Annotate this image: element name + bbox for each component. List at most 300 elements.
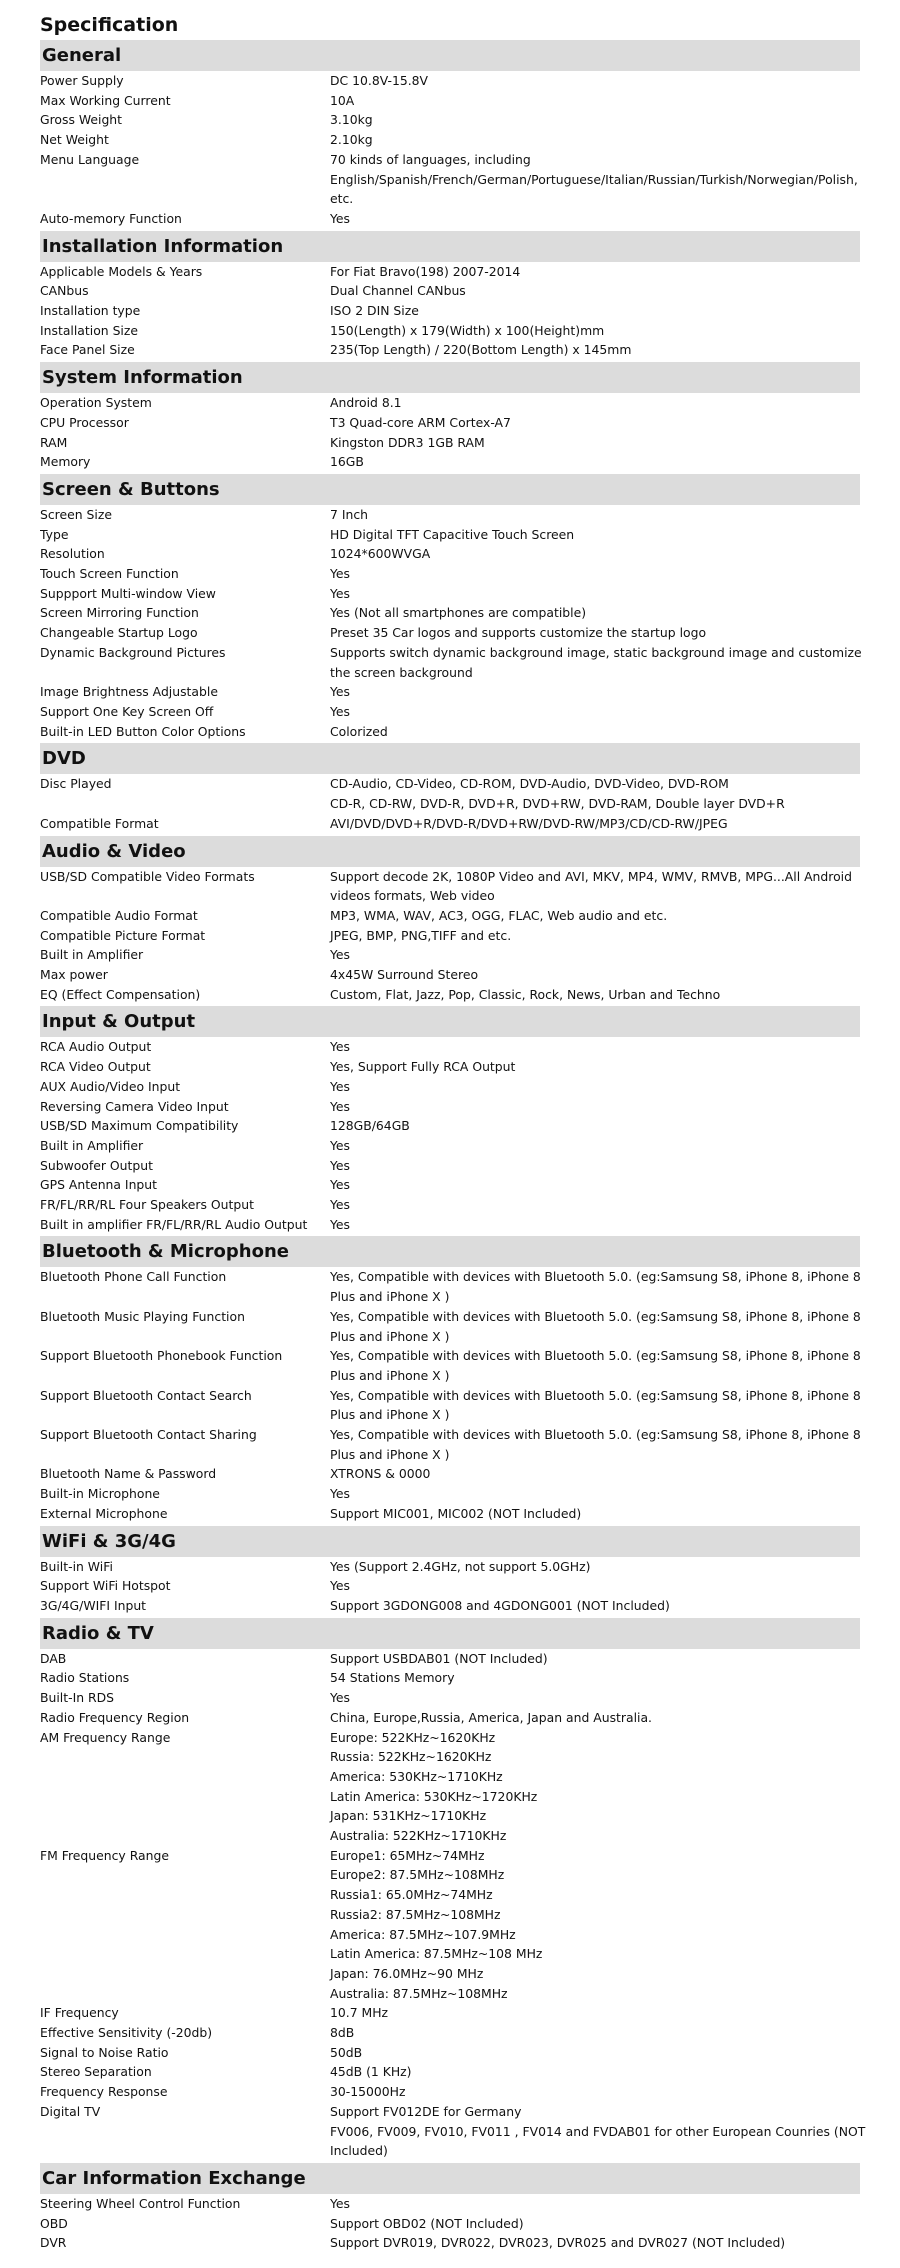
spec-value-line: 2.10kg: [330, 132, 373, 148]
spec-value-line: MP3, WMA, WAV, AC3, OGG, FLAC, Web audio and etc.: [330, 907, 668, 923]
spec-value-line: Yes: [330, 1578, 351, 1594]
spec-label: Image Brightness Adjustable: [40, 684, 218, 700]
spec-value-line: Yes, Compatible with devices with Bluetooth 5.0. (eg:Samsung S8, iPhone 8, iPhone 8: [330, 1308, 861, 1324]
spec-label: AM Frequency Range: [40, 1729, 171, 1745]
spec-row: [40, 1576, 860, 1596]
spec-value-line: Yes: [330, 566, 351, 582]
spec-value-line: Colorized: [330, 723, 388, 739]
spec-value-line: 50dB: [330, 2044, 363, 2060]
spec-row: [40, 1668, 860, 1688]
spec-value-line: DC 10.8V-15.8V: [330, 73, 429, 88]
spec-label: Frequency Response: [40, 2084, 168, 2100]
spec-label: Installation type: [40, 303, 141, 319]
spec-row: [40, 1156, 860, 1176]
spec-value-line: Yes: [330, 1039, 351, 1055]
spec-label: Installation Size: [40, 322, 138, 338]
spec-label: Auto-memory Function: [40, 210, 182, 226]
spec-value: [330, 1708, 860, 1728]
spec-value-line: 3.10kg: [330, 112, 373, 128]
spec-row: [40, 1596, 860, 1616]
spec-value: [330, 452, 860, 472]
spec-value: [330, 1156, 860, 1176]
spec-label: Screen Mirroring Function: [40, 605, 199, 621]
spec-row: [40, 2062, 860, 2082]
spec-value-line: Plus and iPhone X ): [330, 1446, 450, 1462]
spec-value: [330, 623, 860, 643]
spec-value: [330, 2233, 860, 2253]
spec-value: [330, 544, 860, 564]
spec-label: Screen Size: [40, 506, 112, 522]
spec-value: [330, 1386, 861, 1425]
spec-row: [40, 926, 860, 946]
spec-value-line: Support USBDAB01 (NOT Included): [330, 1650, 548, 1666]
spec-row: [40, 682, 860, 702]
spec-label: AUX Audio/Video Input: [40, 1078, 181, 1094]
spec-label: Support WiFi Hotspot: [40, 1578, 171, 1594]
spec-value-line: Yes: [330, 947, 351, 963]
spec-label: Net Weight: [40, 132, 109, 148]
spec-value: [330, 1057, 860, 1077]
spec-label: Built in amplifier FR/FL/RR/RL Audio Output: [40, 1216, 308, 1232]
section-header: Radio & TV: [40, 1618, 860, 1649]
spec-section: [40, 362, 860, 472]
spec-row: [40, 603, 860, 623]
spec-label: Bluetooth Phone Call Function: [40, 1269, 227, 1285]
spec-row: [40, 321, 860, 341]
spec-row: [40, 1425, 860, 1464]
spec-row: [40, 2233, 860, 2253]
spec-value-line: Europe1: 65MHz~74MHz: [330, 1847, 485, 1863]
spec-value-line: Yes: [330, 1486, 351, 1502]
spec-value: [330, 1307, 861, 1346]
spec-value-line: 128GB/64GB: [330, 1118, 410, 1134]
spec-value: [330, 433, 860, 453]
spec-value-line: Australia: 87.5MHz~108MHz: [330, 1985, 508, 2001]
spec-value: [330, 1668, 860, 1688]
spec-value-line: Included): [330, 2143, 388, 2159]
spec-label: Changeable Startup Logo: [40, 625, 198, 641]
spec-row: [40, 340, 860, 360]
spec-label: RCA Audio Output: [40, 1039, 152, 1055]
spec-row: [40, 1267, 860, 1306]
spec-label: Digital TV: [40, 2103, 101, 2119]
spec-row: [40, 1116, 860, 1136]
spec-value-line: Yes: [330, 1197, 351, 1213]
spec-value-line: Yes, Compatible with devices with Bluetooth 5.0. (eg:Samsung S8, iPhone 8, iPhone 8: [330, 1387, 861, 1403]
spec-value-line: Plus and iPhone X ): [330, 1407, 450, 1423]
spec-row: [40, 505, 860, 525]
spec-value-line: 70 kinds of languages, including: [330, 151, 531, 167]
spec-value-line: Yes: [330, 684, 351, 700]
spec-value-line: 45dB (1 KHz): [330, 2064, 412, 2080]
spec-value: [330, 2043, 860, 2063]
spec-value-line: Support OBD02 (NOT Included): [330, 2215, 524, 2231]
spec-label: Reversing Camera Video Input: [40, 1098, 229, 1114]
spec-row: [40, 623, 860, 643]
spec-value: [330, 603, 860, 623]
spec-row: [40, 1057, 860, 1077]
spec-section: [40, 1236, 860, 1523]
spec-section: [40, 231, 860, 361]
spec-value-line: Plus and iPhone X ): [330, 1289, 450, 1305]
section-header: Audio & Video: [40, 836, 860, 867]
spec-value: [330, 2062, 860, 2082]
spec-row: [40, 867, 860, 906]
section-header: Bluetooth & Microphone: [40, 1236, 860, 1267]
spec-value-line: Supports switch dynamic background image, static background image and customize: [330, 644, 862, 660]
spec-value-line: Support FV012DE for Germany: [330, 2103, 522, 2119]
spec-value: [330, 301, 860, 321]
spec-value: [330, 774, 860, 813]
spec-value: [330, 926, 860, 946]
spec-row: [40, 1846, 860, 2004]
spec-value: [330, 702, 860, 722]
spec-value-line: Kingston DDR3 1GB RAM: [330, 434, 485, 450]
spec-value: [330, 682, 860, 702]
spec-row: [40, 945, 860, 965]
spec-label: External Microphone: [40, 1505, 168, 1521]
spec-row: [40, 814, 860, 834]
spec-value: [330, 2003, 860, 2023]
spec-value-line: Yes (Not all smartphones are compatible): [330, 605, 587, 621]
spec-value: [330, 1077, 860, 1097]
spec-value: [330, 1425, 861, 1464]
spec-section: [40, 743, 860, 833]
spec-label: USB/SD Maximum Compatibility: [40, 1118, 239, 1134]
spec-label: Support Bluetooth Contact Sharing: [40, 1427, 257, 1443]
spec-value: [330, 1464, 860, 1484]
section-header: General: [40, 40, 860, 71]
spec-value: [330, 643, 862, 682]
spec-row: [40, 1175, 860, 1195]
spec-row: [40, 544, 860, 564]
spec-section: [40, 1526, 860, 1616]
spec-value-line: 4x45W Surround Stereo: [330, 967, 479, 983]
spec-label: Power Supply: [40, 73, 124, 88]
spec-value: [330, 1097, 860, 1117]
spec-sheet: [40, 12, 866, 2253]
spec-value: [330, 2102, 865, 2161]
spec-value-line: Yes: [330, 585, 351, 601]
spec-row: [40, 433, 860, 453]
spec-label: Built-in LED Button Color Options: [40, 723, 246, 739]
spec-label: Bluetooth Music Playing Function: [40, 1308, 245, 1324]
spec-value: [330, 71, 860, 91]
spec-label: Stereo Separation: [40, 2064, 152, 2080]
spec-value-line: ISO 2 DIN Size: [330, 303, 419, 319]
spec-row: [40, 906, 860, 926]
spec-row: [40, 110, 860, 130]
spec-value-line: Support MIC001, MIC002 (NOT Included): [330, 1505, 582, 1521]
spec-value-line: HD Digital TFT Capacitive Touch Screen: [330, 526, 575, 542]
spec-value-line: Android 8.1: [330, 395, 402, 411]
spec-label: Dynamic Background Pictures: [40, 644, 226, 660]
spec-value-line: CD-R, CD-RW, DVD-R, DVD+R, DVD+RW, DVD-RAM, Double layer DVD+R: [330, 796, 785, 812]
spec-label: Type: [40, 526, 69, 542]
spec-value: [330, 1346, 861, 1385]
spec-section: [40, 40, 860, 229]
spec-value-line: T3 Quad-core ARM Cortex-A7: [330, 414, 511, 430]
spec-label: DVR: [40, 2235, 67, 2251]
spec-row: [40, 1708, 860, 1728]
spec-row: [40, 1464, 860, 1484]
spec-value-line: Yes: [330, 1216, 351, 1232]
spec-row: [40, 965, 860, 985]
spec-value-line: Custom, Flat, Jazz, Pop, Classic, Rock, News, Urban and Techno: [330, 986, 721, 1002]
spec-label: CANbus: [40, 283, 89, 299]
spec-label: Radio Stations: [40, 1670, 130, 1686]
spec-value: [330, 985, 860, 1005]
spec-row: [40, 2082, 860, 2102]
spec-label: EQ (Effect Compensation): [40, 986, 201, 1002]
spec-section: [40, 2163, 860, 2253]
spec-row: [40, 1649, 860, 1669]
spec-row: [40, 1136, 860, 1156]
spec-value: [330, 1116, 860, 1136]
spec-value-line: Yes: [330, 703, 351, 719]
spec-label: Subwoofer Output: [40, 1157, 153, 1173]
spec-value-line: Support decode 2K, 1080P Video and AVI, MKV, MP4, WMV, RMVB, MPG...All Android: [330, 868, 852, 884]
spec-value: [330, 1688, 860, 1708]
spec-row: [40, 722, 860, 742]
spec-value: [330, 906, 860, 926]
spec-row: [40, 564, 860, 584]
spec-row: [40, 1688, 860, 1708]
spec-row: [40, 91, 860, 111]
spec-value-line: JPEG, BMP, PNG,TIFF and etc.: [330, 927, 512, 943]
spec-value: [330, 2023, 860, 2043]
spec-value-line: Europe2: 87.5MHz~108MHz: [330, 1867, 505, 1883]
spec-row: [40, 1195, 860, 1215]
spec-value: [330, 1504, 860, 1524]
spec-row: [40, 1307, 860, 1346]
spec-row: [40, 262, 860, 282]
spec-value: [330, 91, 860, 111]
spec-value-line: CD-Audio, CD-Video, CD-ROM, DVD-Audio, DVD-Video, DVD-ROM: [330, 776, 729, 792]
spec-row: [40, 1215, 860, 1235]
spec-value-line: China, Europe,Russia, America, Japan and Australia.: [330, 1709, 652, 1725]
spec-value-line: America: 87.5MHz~107.9MHz: [330, 1926, 516, 1942]
spec-value: [330, 505, 860, 525]
spec-value-line: Russia: 522KHz~1620KHz: [330, 1749, 492, 1765]
spec-label: Max power: [40, 967, 108, 983]
spec-label: USB/SD Compatible Video Formats: [40, 868, 255, 884]
spec-value: [330, 413, 860, 433]
spec-row: [40, 301, 860, 321]
page-title: Specification: [40, 14, 179, 36]
spec-label: Resolution: [40, 546, 105, 562]
spec-value-line: Support DVR019, DVR022, DVR023, DVR025 and DVR027 (NOT Included): [330, 2235, 786, 2251]
spec-value: [330, 564, 860, 584]
spec-value: [330, 262, 860, 282]
spec-value-line: Yes: [330, 1157, 351, 1173]
spec-value-line: Yes: [330, 1177, 351, 1193]
section-header: Installation Information: [40, 231, 860, 262]
section-header: Screen & Buttons: [40, 474, 860, 505]
spec-value-line: Support 3GDONG008 and 4GDONG001 (NOT Included): [330, 1598, 670, 1613]
spec-value-line: Yes, Compatible with devices with Bluetooth 5.0. (eg:Samsung S8, iPhone 8, iPhone 8: [330, 1348, 861, 1364]
spec-label: Suppport Multi-window View: [40, 585, 216, 601]
spec-value-line: Latin America: 87.5MHz~108 MHz: [330, 1946, 543, 1962]
spec-value-line: Preset 35 Car logos and supports customize the startup logo: [330, 625, 707, 641]
spec-row: [40, 71, 860, 91]
spec-label: Memory: [40, 454, 91, 470]
spec-label: Built-in WiFi: [40, 1558, 113, 1574]
spec-label: 3G/4G/WIFI Input: [40, 1598, 147, 1613]
spec-value-line: Yes, Support Fully RCA Output: [330, 1059, 516, 1075]
spec-value: [330, 1576, 860, 1596]
spec-value: [330, 584, 860, 604]
spec-row: [40, 643, 860, 682]
spec-value-line: For Fiat Bravo(198) 2007-2014: [330, 263, 521, 279]
spec-label: Menu Language: [40, 151, 140, 167]
section-header: WiFi & 3G/4G: [40, 1526, 860, 1557]
spec-value-line: Russia2: 87.5MHz~108MHz: [330, 1906, 501, 1922]
spec-row: [40, 1386, 860, 1425]
spec-value-line: Plus and iPhone X ): [330, 1367, 450, 1383]
spec-value-line: Yes: [330, 1137, 351, 1153]
spec-section: [40, 1006, 860, 1234]
spec-label: Support Bluetooth Contact Search: [40, 1387, 252, 1403]
spec-row: [40, 413, 860, 433]
spec-value: [330, 1484, 860, 1504]
spec-value: [330, 1215, 860, 1235]
spec-value-line: Russia1: 65.0MHz~74MHz: [330, 1887, 493, 1903]
spec-value: [330, 867, 860, 906]
spec-value-line: Japan: 531KHz~1710KHz: [330, 1808, 487, 1824]
section-header: System Information: [40, 362, 860, 393]
spec-row: [40, 130, 860, 150]
spec-row: [40, 985, 860, 1005]
spec-label: Built in Amplifier: [40, 1137, 144, 1153]
spec-section: [40, 836, 860, 1005]
spec-value: [330, 1596, 860, 1616]
spec-value: [330, 525, 860, 545]
spec-row: [40, 2023, 860, 2043]
spec-value: [330, 1649, 860, 1669]
spec-value-line: 150(Length) x 179(Width) x 100(Height)mm: [330, 322, 605, 338]
spec-value-line: 1024*600WVGA: [330, 546, 431, 562]
section-header: Input & Output: [40, 1006, 860, 1037]
spec-value-line: Latin America: 530KHz~1720KHz: [330, 1788, 538, 1804]
spec-label: Compatible Picture Format: [40, 927, 206, 943]
spec-label: Max Working Current: [40, 92, 171, 108]
spec-row: [40, 2214, 860, 2234]
spec-label: Built-in Microphone: [40, 1486, 160, 1502]
spec-label: OBD: [40, 2215, 68, 2231]
spec-value: [330, 1846, 860, 2004]
spec-value: [330, 1728, 860, 1846]
spec-value: [330, 130, 860, 150]
spec-label: Bluetooth Name & Password: [40, 1466, 217, 1482]
spec-value-line: Yes: [330, 1690, 351, 1706]
spec-label: Built-In RDS: [40, 1690, 115, 1706]
spec-value-line: etc.: [330, 191, 354, 207]
spec-value-line: 54 Stations Memory: [330, 1670, 455, 1686]
spec-value-line: Australia: 522KHz~1710KHz: [330, 1828, 507, 1844]
spec-value: [330, 281, 860, 301]
spec-value-line: 10.7 MHz: [330, 2005, 389, 2021]
spec-section: [40, 474, 860, 741]
spec-value: [330, 1195, 860, 1215]
spec-value: [330, 1037, 860, 1057]
spec-row: [40, 1504, 860, 1524]
spec-label: Signal to Noise Ratio: [40, 2044, 169, 2060]
spec-row: [40, 1346, 860, 1385]
spec-row: [40, 2003, 860, 2023]
spec-row: [40, 2194, 860, 2214]
spec-value-line: Europe: 522KHz~1620KHz: [330, 1729, 496, 1745]
spec-label: Disc Played: [40, 776, 112, 792]
spec-value: [330, 965, 860, 985]
spec-label: Touch Screen Function: [40, 566, 179, 582]
spec-value: [330, 2194, 860, 2214]
spec-value: [330, 321, 860, 341]
spec-label: CPU Processor: [40, 414, 129, 430]
spec-value-line: Yes: [330, 210, 351, 226]
spec-row: [40, 1484, 860, 1504]
spec-value-line: 7 Inch: [330, 506, 368, 522]
spec-label: GPS Antenna Input: [40, 1177, 158, 1193]
spec-label: Support Bluetooth Phonebook Function: [40, 1348, 283, 1364]
spec-value-line: Yes, Compatible with devices with Bluetooth 5.0. (eg:Samsung S8, iPhone 8, iPhone 8: [330, 1269, 861, 1285]
spec-value-line: videos formats, Web video: [330, 888, 495, 904]
spec-value-line: Japan: 76.0MHz~90 MHz: [330, 1965, 484, 1981]
spec-row: [40, 525, 860, 545]
spec-label: FR/FL/RR/RL Four Speakers Output: [40, 1197, 254, 1213]
spec-value: [330, 150, 860, 209]
spec-value: [330, 2082, 860, 2102]
spec-row: [40, 1097, 860, 1117]
spec-value-line: Yes (Support 2.4GHz, not support 5.0GHz): [330, 1558, 591, 1574]
spec-label: Applicable Models & Years: [40, 263, 203, 279]
spec-row: [40, 2043, 860, 2063]
spec-value-line: XTRONS & 0000: [330, 1466, 431, 1482]
spec-label: Face Panel Size: [40, 342, 135, 358]
spec-value-line: Dual Channel CANbus: [330, 283, 466, 299]
spec-row: [40, 393, 860, 413]
spec-row: [40, 702, 860, 722]
spec-value: [330, 722, 860, 742]
spec-label: RAM: [40, 434, 68, 450]
spec-row: [40, 281, 860, 301]
spec-label: Effective Sensitivity (-20db): [40, 2025, 213, 2041]
spec-row: [40, 1728, 860, 1846]
spec-row: [40, 584, 860, 604]
spec-row: [40, 1077, 860, 1097]
spec-value: [330, 1267, 861, 1306]
section-header: Car Information Exchange: [40, 2163, 860, 2194]
spec-label: Compatible Format: [40, 815, 159, 831]
spec-value: [330, 814, 860, 834]
spec-row: [40, 774, 860, 813]
spec-value: [330, 2214, 860, 2234]
spec-label: Compatible Audio Format: [40, 907, 198, 923]
spec-row: [40, 1557, 860, 1577]
spec-value-line: America: 530KHz~1710KHz: [330, 1768, 503, 1784]
spec-row: [40, 209, 860, 229]
spec-value: [330, 209, 860, 229]
spec-label: Operation System: [40, 395, 152, 411]
spec-value-line: 235(Top Length) / 220(Bottom Length) x 145mm: [330, 342, 632, 358]
spec-value-line: English/Spanish/French/German/Portuguese/Italian/Russian/Turkish/Norwegian/Polish,: [330, 171, 858, 187]
spec-value: [330, 1136, 860, 1156]
spec-value-line: 30-15000Hz: [330, 2084, 406, 2100]
spec-value-line: Yes, Compatible with devices with Bluetooth 5.0. (eg:Samsung S8, iPhone 8, iPhone 8: [330, 1427, 861, 1443]
spec-label: Built in Amplifier: [40, 947, 144, 963]
spec-label: Steering Wheel Control Function: [40, 2195, 241, 2211]
spec-value-line: the screen background: [330, 664, 473, 680]
